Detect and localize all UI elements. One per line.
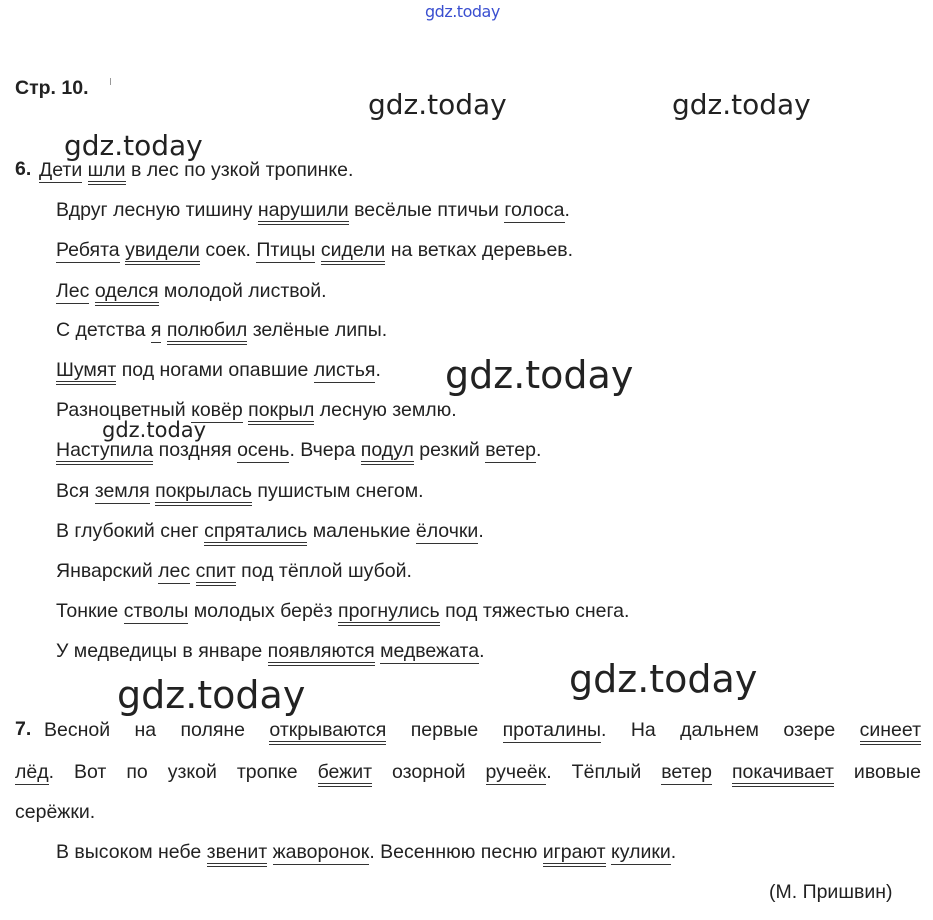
predicate-word: бежит [318, 761, 372, 787]
text-run: соек. [199, 239, 257, 261]
text-line [39, 158, 353, 182]
text-run: лесную землю. [314, 399, 457, 421]
text-run: под ногами опавшие [116, 359, 314, 381]
text-run [89, 280, 94, 302]
watermark: gdz.today [368, 88, 507, 121]
predicate-word: появляются [268, 640, 375, 666]
subject-word: Лес [56, 280, 90, 302]
text-run: . [564, 199, 570, 221]
predicate-word: Шумят [56, 359, 116, 385]
text-run: первые [386, 719, 503, 741]
text-run: С детства [56, 319, 151, 341]
predicate-word: покрылась [155, 480, 252, 506]
subject-word: кулики [611, 841, 671, 863]
predicate-word: сидели [321, 239, 386, 265]
subject-word: лес [158, 560, 191, 582]
predicate-word: покрыл [248, 399, 314, 425]
text-run: . На дальнем озере [601, 719, 860, 741]
text-run: . Весеннюю песню [369, 841, 543, 863]
text-line [56, 279, 327, 303]
text-run: Январский [56, 560, 159, 582]
text-run: У медведицы в январе [56, 640, 268, 662]
watermark: gdz.today [672, 88, 811, 121]
text-line [44, 718, 921, 742]
predicate-word: прогнулись [338, 600, 440, 626]
text-run: поздняя [153, 439, 238, 461]
predicate-word: покачивает [732, 761, 834, 787]
page-label: Стр. 10. [15, 77, 89, 99]
text-line [56, 358, 381, 382]
text-line [15, 800, 95, 824]
text-line [15, 760, 921, 784]
text-run: Вдруг лесную тишину [56, 199, 258, 221]
author-citation: (М. Пришвин) [769, 881, 893, 903]
subject-word: жаворонок [272, 841, 370, 863]
subject-word: ручеёк [485, 761, 547, 783]
text-line [56, 639, 485, 663]
subject-word: осень [237, 439, 290, 461]
text-run: под тяжестью снега. [439, 600, 630, 622]
text-line [56, 519, 484, 543]
text-run: молодых берёз [188, 600, 339, 622]
text-run: в лес по узкой тропинке. [125, 159, 354, 181]
subject-word: стволы [123, 600, 189, 622]
text-run: . Тёплый [546, 761, 662, 783]
exercise-7-number: 7. [15, 718, 32, 740]
subject-word: Птицы [256, 239, 316, 261]
predicate-word: синеет [860, 719, 921, 745]
text-run [315, 239, 320, 261]
page-label-mark [110, 78, 111, 85]
text-run: озорной [372, 761, 486, 783]
text-run: ивовые [833, 761, 922, 783]
predicate-word: оделся [95, 280, 159, 306]
text-run: . Вот по узкой тропке [48, 761, 318, 783]
text-run: Разноцветный [56, 399, 192, 421]
text-run: серёжки. [15, 801, 96, 823]
predicate-word: спит [196, 560, 236, 586]
text-run: молодой листвой. [158, 280, 327, 302]
predicate-word: подул [361, 439, 414, 465]
predicate-word: шли [88, 159, 126, 185]
predicate-word: увидели [125, 239, 200, 265]
subject-word: медвежата [380, 640, 480, 662]
text-line [56, 559, 412, 583]
text-run: В высоком небе [56, 841, 207, 863]
predicate-word: звенит [207, 841, 268, 867]
predicate-word: играют [543, 841, 606, 867]
subject-word: земля [94, 480, 150, 502]
text-run: . Вчера [289, 439, 361, 461]
subject-word: Ребята [56, 239, 120, 261]
text-line [56, 398, 457, 422]
predicate-word: Наступила [56, 439, 153, 465]
watermark: gdz.today [569, 657, 758, 701]
subject-word: проталины [502, 719, 602, 741]
text-run: Тонкие [56, 600, 124, 622]
watermark: gdz.today [445, 353, 634, 397]
text-run [82, 159, 87, 181]
text-run [267, 841, 272, 863]
subject-word: лёд [15, 761, 49, 783]
text-run: . [670, 841, 677, 863]
subject-word: Дети [39, 159, 83, 181]
text-run: весёлые птичьи [348, 199, 505, 221]
subject-word: листья [313, 359, 376, 381]
subject-word: я [150, 319, 162, 341]
text-line [56, 438, 541, 462]
text-run: . [375, 359, 381, 381]
subject-word: ковёр [191, 399, 243, 421]
predicate-word: полюбил [167, 319, 247, 345]
text-run: Весной на поляне [44, 719, 270, 741]
text-line [56, 318, 387, 342]
text-line [56, 238, 573, 262]
watermark: gdz.today [102, 418, 207, 442]
subject-word: ёлочки [415, 520, 479, 542]
exercise-6-number: 6. [15, 158, 32, 180]
text-run: под тёплой шубой. [235, 560, 412, 582]
text-run: В глубокий снег [56, 520, 205, 542]
text-run: Вся [56, 480, 95, 502]
text-run: на ветках деревьев. [385, 239, 574, 261]
predicate-word: спрятались [204, 520, 307, 546]
text-run: маленькие [307, 520, 416, 542]
text-run: . [479, 640, 485, 662]
text-run: резкий [413, 439, 486, 461]
text-run: зелёные липы. [247, 319, 388, 341]
predicate-word: нарушили [258, 199, 349, 225]
watermark: gdz.today [425, 2, 500, 21]
text-run: . [535, 439, 542, 461]
text-run [190, 560, 195, 582]
text-line [56, 479, 424, 503]
watermark: gdz.today [117, 673, 306, 717]
watermark: gdz.today [64, 129, 203, 162]
text-run: . [478, 520, 484, 542]
text-line [56, 599, 629, 623]
predicate-word: открываются [269, 719, 386, 745]
subject-word: ветер [485, 439, 536, 461]
text-run [712, 761, 732, 783]
subject-word: голоса [504, 199, 565, 221]
subject-word: ветер [661, 761, 713, 783]
text-line [56, 840, 676, 864]
text-run: пушистым снегом. [252, 480, 424, 502]
text-line [56, 198, 570, 222]
